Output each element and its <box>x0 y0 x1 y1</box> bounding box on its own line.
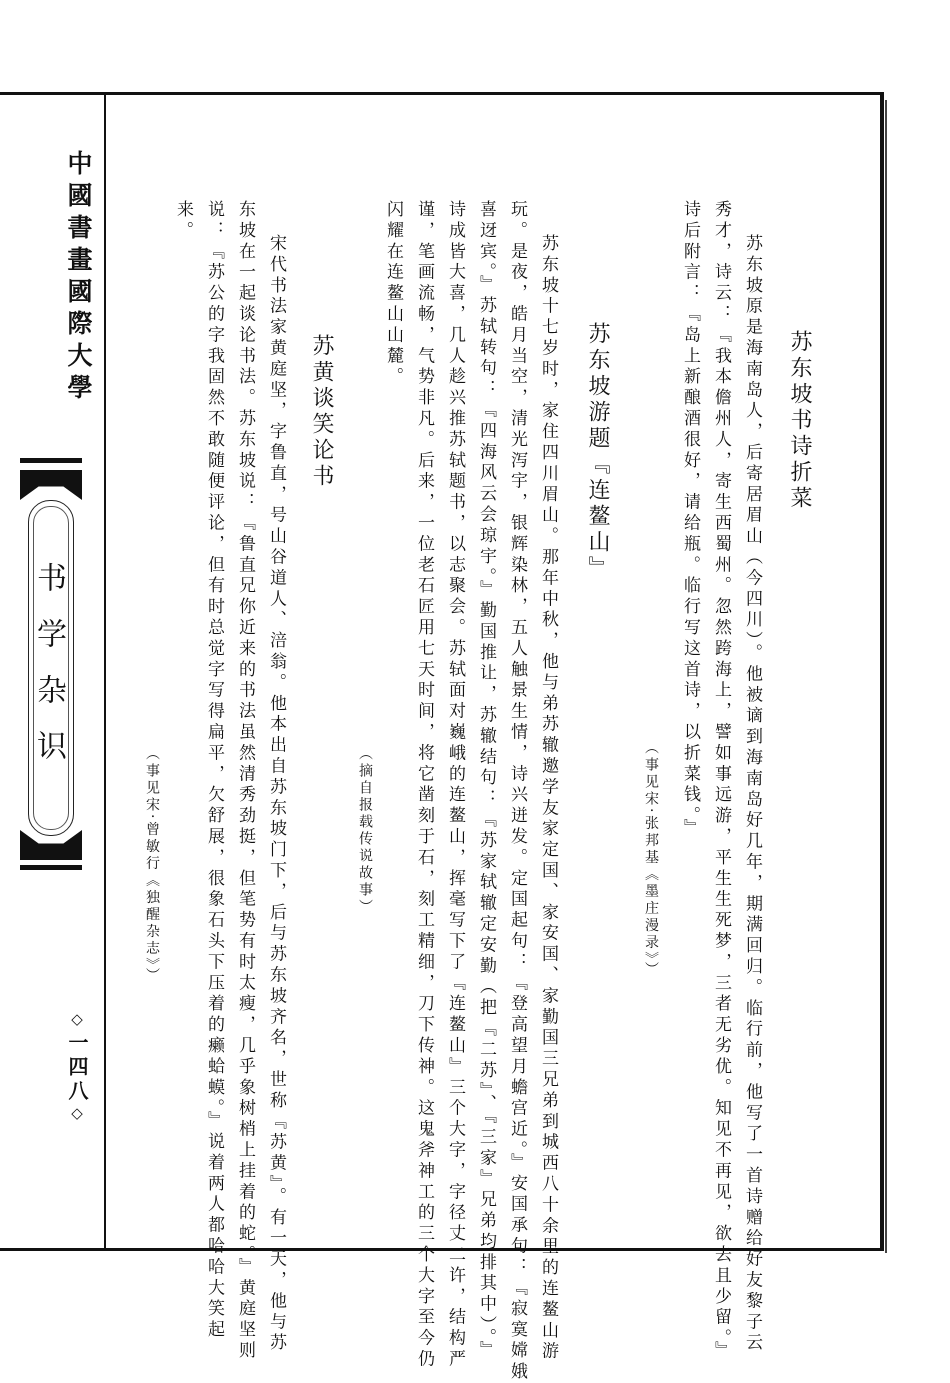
article1-line: 苏东坡原是海南岛人，后寄居眉山（今四川）。他被谪到海南岛好几年，期满回归。临行前，他写了一首诗赠给好友黎子云 <box>742 234 762 1355</box>
article2-source: （摘自报载传说故事） <box>357 746 373 916</box>
article3-line: 宋代书法家黄庭坚，字鲁直，号山谷道人、涪翁。他本出自苏东坡门下，后与苏东坡齐名，世称『苏黄』。有一天，他与苏 <box>266 234 286 1355</box>
article1-title: 苏东坡书诗折菜 <box>787 330 812 512</box>
college-name: 中國書畫國際大學 <box>64 150 93 406</box>
article3-line: 东坡在一起谈论书法。苏东坡说：『鲁直兄你近来的书法虽然清秀劲挺，但笔势有时太瘦，几乎象树梢上挂着的蛇。』黄庭坚则 <box>235 200 255 1362</box>
article1-source: （事见宋·张邦基《墨庄漫录》） <box>643 740 659 979</box>
article1-line: 秀才，诗云：『我本儋州人，寄生西蜀州。忽然跨海上，譬如事远游，平生生死梦，三者无劣优。知见不再见，欲去且少留。』 <box>711 200 731 1362</box>
ornament-tab-top <box>20 470 82 500</box>
article2-title: 苏东坡游题『连鳌山』 <box>585 322 610 582</box>
frame-shadow <box>885 100 887 1253</box>
diamond-icon: ◇ <box>68 1010 86 1032</box>
article2-line: 喜迓宾。』苏轼转句：『四海风云会琼宇。』勤国推让，苏辙结句：『苏家轼辙定安勤（把『二苏』、『三家』兄弟均排其中）。』 <box>476 200 496 1362</box>
article2-line: 玩。是夜，皓月当空，清光泻宇，银辉染林，五人触景生情，诗兴迸发。定国起句：『登高望月蟾宫近。』安国承句：『寂寞嫦娥 <box>507 200 527 1383</box>
ornament-band-bottom <box>20 865 82 870</box>
article2-line: 谨，笔画流畅，气势非凡。后来，一位老石匠用七天时间，将它凿刻于石，刻工精细，刀下传神。这鬼斧神工的三个大字至今仍 <box>414 200 434 1371</box>
article1-line: 诗后附言：『岛上新酿酒很好，请给瓶。临行写这首诗，以折菜钱。』 <box>680 200 700 840</box>
article3-title: 苏黄谈笑论书 <box>309 334 334 490</box>
article2-line: 闪耀在连鳌山山麓。 <box>383 200 403 389</box>
ornament-band-top <box>20 458 82 463</box>
frame-right-border <box>880 92 884 1251</box>
page-number-block <box>62 1010 92 1126</box>
margin-divider <box>104 95 106 1248</box>
article2-line: 苏东坡十七岁时，家住四川眉山。那年中秋，他与弟苏辙邀学友家定国、家安国、家勤国三兄弟到城西八十余里的连鳌山游 <box>538 234 558 1363</box>
diamond-icon: ◇ <box>68 1104 86 1126</box>
frame-top-border <box>0 92 884 95</box>
book-title: 书学杂识 <box>31 562 66 786</box>
page-number: 一四八 <box>65 1032 89 1104</box>
article2-line: 诗成皆大喜，几人趁兴推苏轼题书，以志聚会。苏轼面对巍峨的连鳌山，挥毫写下了『连鳌山』三个大字，字径丈二许，结构严 <box>445 200 465 1371</box>
article3-line: 来。 <box>173 200 193 242</box>
article3-line: 说：『苏公的字我固然不敢随便评论，但有时总觉字写得扁平，欠舒展，很象石头下压着的癞蛤蟆。』说着两人都哈哈大笑起 <box>204 200 224 1341</box>
article3-source: （事见宋·曾敏行《独醒杂志》） <box>144 746 160 985</box>
